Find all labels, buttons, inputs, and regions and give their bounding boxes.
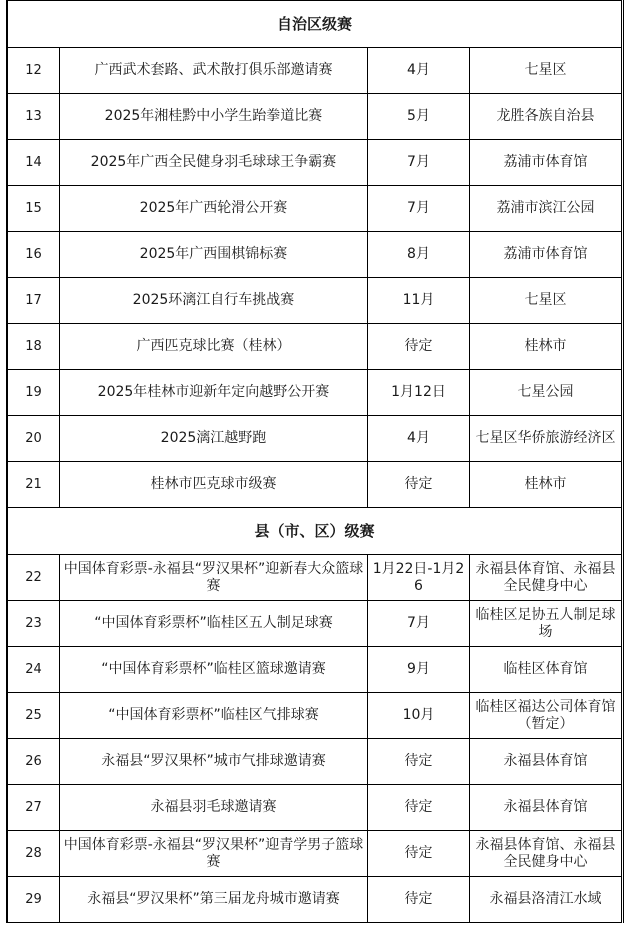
row-number: 20	[8, 416, 60, 462]
event-time: 待定	[368, 462, 470, 508]
event-time: 7月	[368, 601, 470, 647]
event-name: 2025年广西围棋锦标赛	[60, 232, 368, 278]
event-time: 待定	[368, 324, 470, 370]
event-place: 永福县洛清江水域	[470, 877, 622, 923]
event-time: 4月	[368, 48, 470, 94]
event-time: 待定	[368, 785, 470, 831]
table-row	[8, 94, 622, 140]
table-row	[8, 278, 622, 324]
row-number: 17	[8, 278, 60, 324]
table-row	[8, 462, 622, 508]
row-number: 29	[8, 877, 60, 923]
event-place: 荔浦市体育馆	[470, 140, 622, 186]
table-row	[8, 48, 622, 94]
event-time: 待定	[368, 739, 470, 785]
event-place: 荔浦市滨江公园	[470, 186, 622, 232]
event-name: 2025环漓江自行车挑战赛	[60, 278, 368, 324]
event-time: 4月	[368, 416, 470, 462]
event-name: 2025漓江越野跑	[60, 416, 368, 462]
event-name: 广西匹克球比赛（桂林）	[60, 324, 368, 370]
table-row	[8, 739, 622, 785]
row-number: 18	[8, 324, 60, 370]
table-row	[8, 370, 622, 416]
table-row	[8, 601, 622, 647]
event-name: 中国体育彩票-永福县“罗汉果杯”迎新春大众篮球赛	[60, 555, 368, 601]
row-number: 16	[8, 232, 60, 278]
row-number: 27	[8, 785, 60, 831]
event-time: 7月	[368, 186, 470, 232]
section-title: 县（市、区）级赛	[8, 508, 622, 555]
section-header-row	[8, 508, 622, 555]
event-name: “中国体育彩票杯”临桂区五人制足球赛	[60, 601, 368, 647]
event-name: “中国体育彩票杯”临桂区气排球赛	[60, 693, 368, 739]
row-number: 28	[8, 831, 60, 877]
event-name: “中国体育彩票杯”临桂区篮球邀请赛	[60, 647, 368, 693]
section-header-row	[8, 1, 622, 48]
event-place: 七星区	[470, 48, 622, 94]
table-row	[8, 877, 622, 923]
event-place: 永福县体育馆、永福县全民健身中心	[470, 555, 622, 601]
event-time: 待定	[368, 831, 470, 877]
table-row	[8, 140, 622, 186]
event-place: 临桂区福达公司体育馆（暂定）	[470, 693, 622, 739]
event-name: 桂林市匹克球市级赛	[60, 462, 368, 508]
event-place: 七星区华侨旅游经济区	[470, 416, 622, 462]
row-number: 23	[8, 601, 60, 647]
table-row	[8, 186, 622, 232]
event-name: 中国体育彩票-永福县“罗汉果杯”迎青学男子篮球赛	[60, 831, 368, 877]
event-name: 2025年广西轮滑公开赛	[60, 186, 368, 232]
event-name: 永福县羽毛球邀请赛	[60, 785, 368, 831]
table-row	[8, 693, 622, 739]
event-name: 2025年桂林市迎新年定向越野公开赛	[60, 370, 368, 416]
table-row	[8, 416, 622, 462]
event-place: 七星公园	[470, 370, 622, 416]
event-time: 8月	[368, 232, 470, 278]
event-schedule-table	[7, 0, 622, 923]
event-time: 11月	[368, 278, 470, 324]
table-row	[8, 555, 622, 601]
event-schedule-sheet	[6, 0, 624, 923]
event-table-body	[8, 0, 622, 923]
row-number: 21	[8, 462, 60, 508]
event-place: 永福县体育馆	[470, 785, 622, 831]
event-time: 7月	[368, 140, 470, 186]
event-place: 临桂区足协五人制足球场	[470, 601, 622, 647]
event-place: 龙胜各族自治县	[470, 94, 622, 140]
event-time: 5月	[368, 94, 470, 140]
event-place: 临桂区体育馆	[470, 647, 622, 693]
event-time: 10月	[368, 693, 470, 739]
event-name: 2025年湘桂黔中小学生跆拳道比赛	[60, 94, 368, 140]
event-place: 桂林市	[470, 462, 622, 508]
row-number: 19	[8, 370, 60, 416]
row-number: 13	[8, 94, 60, 140]
table-row	[8, 647, 622, 693]
event-name: 2025年广西全民健身羽毛球球王争霸赛	[60, 140, 368, 186]
event-time: 1月12日	[368, 370, 470, 416]
event-place: 永福县体育馆、永福县全民健身中心	[470, 831, 622, 877]
event-place: 荔浦市体育馆	[470, 232, 622, 278]
table-row	[8, 785, 622, 831]
event-place: 永福县体育馆	[470, 739, 622, 785]
section-title: 自治区级赛	[8, 1, 622, 48]
table-row	[8, 831, 622, 877]
row-number: 22	[8, 555, 60, 601]
row-number: 12	[8, 48, 60, 94]
event-time: 1月22日-1月26	[368, 555, 470, 601]
row-number: 24	[8, 647, 60, 693]
table-row	[8, 232, 622, 278]
event-time: 待定	[368, 877, 470, 923]
event-place: 桂林市	[470, 324, 622, 370]
table-row	[8, 324, 622, 370]
event-place: 七星区	[470, 278, 622, 324]
event-name: 广西武术套路、武术散打俱乐部邀请赛	[60, 48, 368, 94]
row-number: 14	[8, 140, 60, 186]
event-name: 永福县“罗汉果杯”第三届龙舟城市邀请赛	[60, 877, 368, 923]
row-number: 26	[8, 739, 60, 785]
event-time: 9月	[368, 647, 470, 693]
row-number: 15	[8, 186, 60, 232]
row-number: 25	[8, 693, 60, 739]
event-name: 永福县“罗汉果杯”城市气排球邀请赛	[60, 739, 368, 785]
